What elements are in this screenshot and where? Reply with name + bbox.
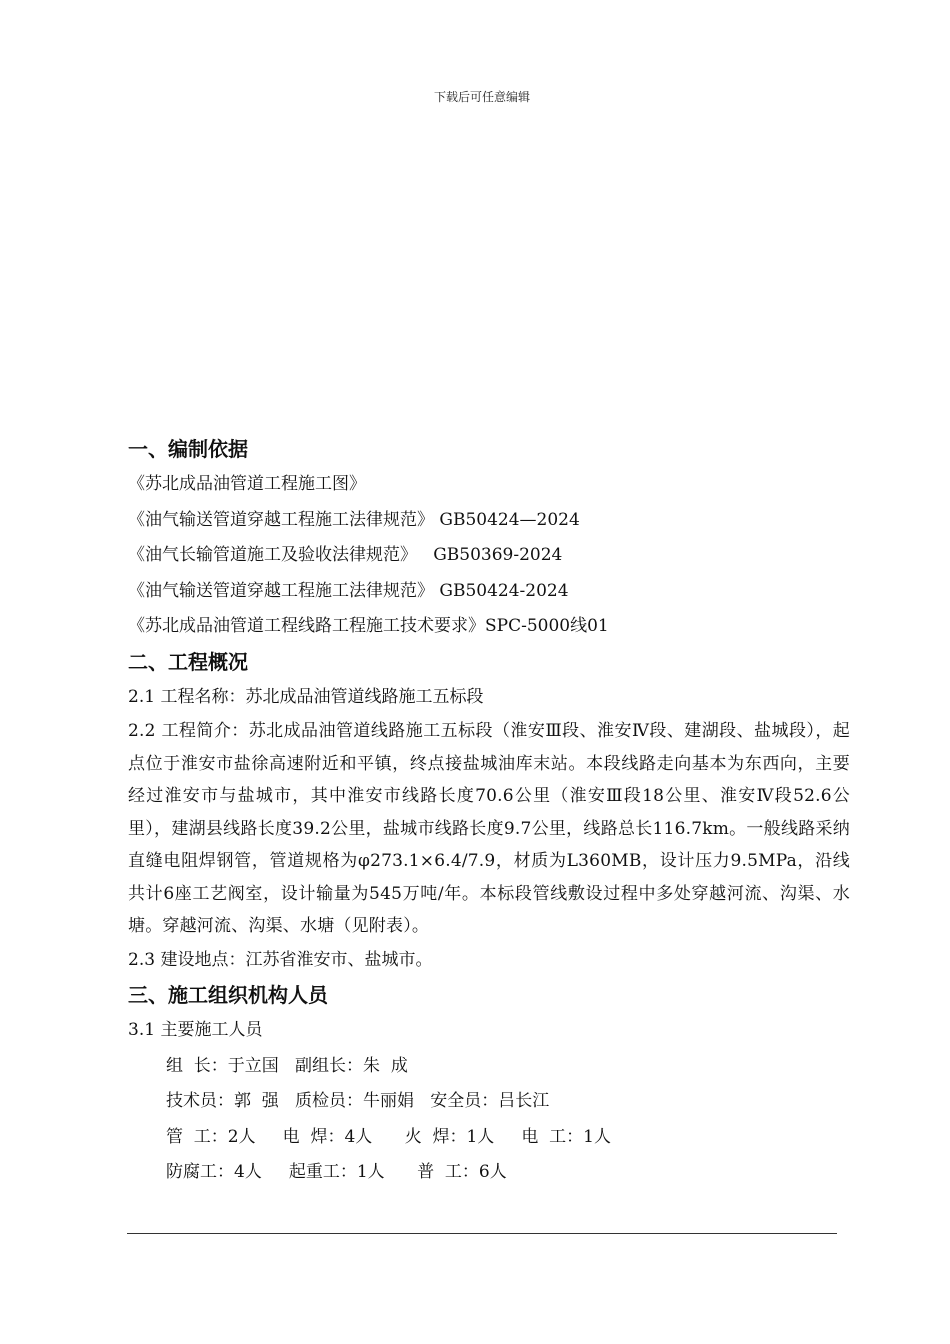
project-name-line: 2.1 工程名称：苏北成品油管道线路施工五标段 bbox=[128, 686, 484, 707]
basis-item: 《油气输送管道穿越工程施工法律规范》 GB50424-2024 bbox=[128, 580, 569, 601]
staff-line: 组 长：于立国 副组长：朱 成 bbox=[166, 1055, 408, 1076]
basis-item: 《油气输送管道穿越工程施工法律规范》 GB50424—2024 bbox=[128, 509, 580, 530]
staff-line: 防腐工：4人 起重工：1人 普 工：6人 bbox=[166, 1162, 507, 1182]
staff-line: 技术员：郭 强 质检员：牛丽娟 安全员：吕长江 bbox=[166, 1091, 550, 1111]
project-intro-paragraph: 2.2 工程简介：苏北成品油管道线路施工五标段（淮安Ⅲ段、淮安Ⅳ段、建湖段、盐城段），起点位于淮安市盐徐高速附近和平镇，终点接盐城油库末站。本段线路走向基本为东西向，主要经过淮安市与盐城市，其中淮安市线路长度70.6公里（淮安Ⅲ段18公里、淮安Ⅳ段52.6公里），建湖县线路长度39.2公里，盐城市线路长度9.7公里，线路总长116.7km。一般线路采纳直缝电阻焊钢管，管道规格为φ273.1×6.4/7.9，材质为L360MB，设计压力9.5MPa，沿线共计6座工艺阀室，设计输量为545万吨/年。本标段管线敷设过程中多处穿越河流、沟渠、水塘。穿越河流、沟渠、水塘（见附表）。 bbox=[128, 721, 850, 936]
basis-item: 《苏北成品油管道工程线路工程施工技术要求》SPC-5000线01 bbox=[128, 616, 609, 636]
section-heading-organization: 三、施工组织机构人员 bbox=[128, 983, 328, 1007]
section-heading-overview: 二、工程概况 bbox=[128, 649, 248, 674]
document-body bbox=[128, 432, 850, 1191]
staff-line: 管 工：2人 电 焊：4人 火 焊：1人 电 工：1人 bbox=[166, 1126, 611, 1147]
project-location-line: 2.3 建设地点：江苏省淮安市、盐城市。 bbox=[128, 949, 433, 970]
basis-item: 《苏北成品油管道工程施工图》 bbox=[128, 474, 366, 494]
basis-item: 《油气长输管道施工及验收法律规范》 GB50369-2024 bbox=[128, 545, 563, 565]
footer-divider bbox=[127, 1233, 837, 1234]
staff-subtitle: 3.1 主要施工人员 bbox=[128, 1020, 263, 1040]
page-header-note: 下载后可任意编辑 bbox=[433, 90, 530, 104]
section-heading-basis: 一、编制依据 bbox=[128, 437, 248, 461]
